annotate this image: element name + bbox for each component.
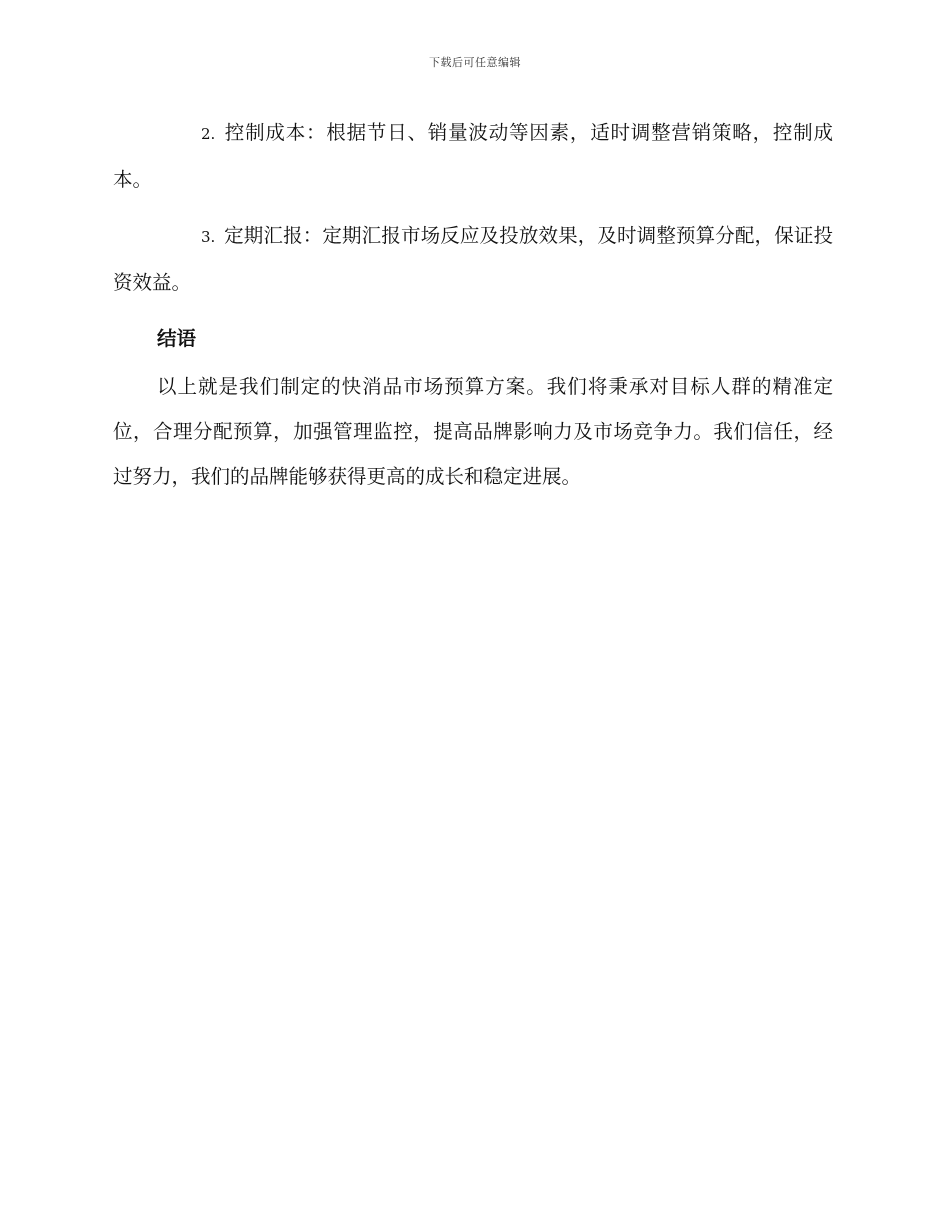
list-number: 2. — [201, 125, 216, 143]
list-item-3 — [113, 213, 833, 305]
list-item-2 — [113, 110, 833, 202]
list-number: 3. — [201, 228, 216, 246]
section-heading: 结语 — [157, 327, 197, 350]
conclusion-paragraph: 以上就是我们制定的快消品市场预算方案。我们将秉承对目标人群的精准定位，合理分配预算，加强管理监控，提高品牌影响力及市场竞争力。我们信任，经过努力，我们的品牌能够获得更高的成长和稳定进展。 — [113, 375, 833, 488]
page-header: 下载后可任意编辑 — [429, 56, 521, 69]
document-body — [113, 110, 833, 510]
list-item-text: 定期汇报：定期汇报市场反应及投放效果，及时调整预算分配，保证投资效益。 — [113, 224, 833, 294]
list-item-text: 控制成本：根据节日、销量波动等因素，适时调整营销策略，控制成本。 — [113, 121, 833, 191]
